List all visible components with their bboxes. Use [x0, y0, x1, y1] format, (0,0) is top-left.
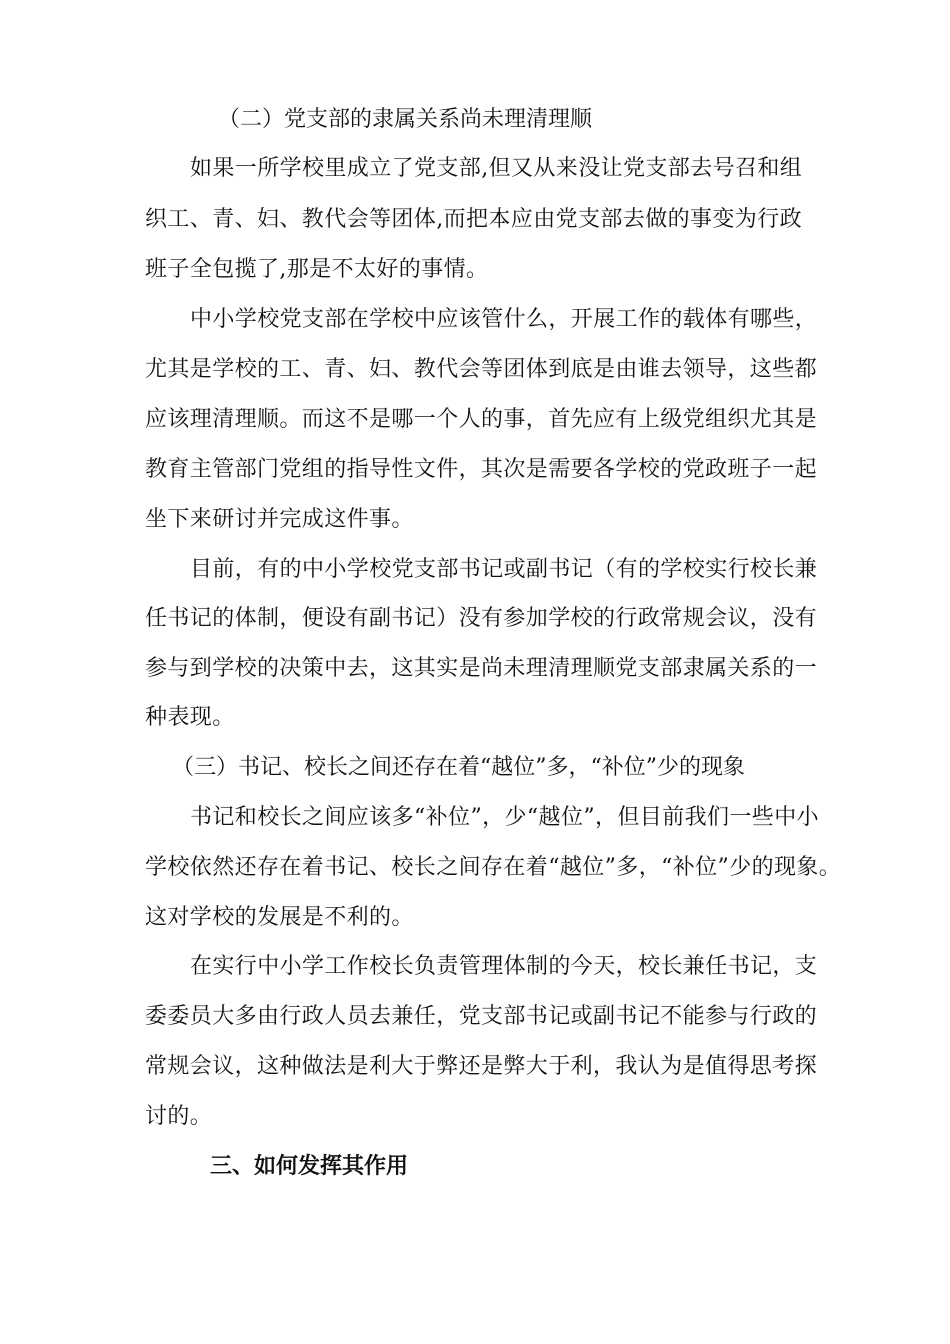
paragraph-line: 委委员大多由行政人员去兼任，党支部书记或副书记不能参与行政的	[145, 1004, 818, 1029]
paragraph-line: 参与到学校的决策中去，这其实是尚未理清理顺党支部隶属关系的一	[145, 656, 818, 681]
paragraph-line: 任书记的体制，便设有副书记）没有参加学校的行政常规会议，没有	[145, 606, 818, 631]
paragraph-line: 织工、青、妇、教代会等团体,而把本应由党支部去做的事变为行政	[145, 207, 802, 232]
paragraph-line: 种表现。	[145, 705, 235, 730]
subheading-three: （三）书记、校长之间还存在着“越位”多，“补位”少的现象	[172, 755, 745, 780]
subheading-two: （二）党支部的隶属关系尚未理清理顺	[218, 107, 593, 132]
paragraph-line: 目前，有的中小学校党支部书记或副书记（有的学校实行校长兼	[190, 557, 818, 582]
paragraph-line: 尤其是学校的工、青、妇、教代会等团体到底是由谁去领导，这些都	[145, 357, 818, 382]
paragraph-line: 学校依然还存在着书记、校长之间存在着“越位”多，“补位”少的现象。	[145, 855, 842, 880]
paragraph-line: 在实行中小学工作校长负责管理体制的今天，校长兼任书记，支	[190, 954, 818, 979]
paragraph-line: 教育主管部门党组的指导性文件，其次是需要各学校的党政班子一起	[145, 457, 818, 482]
paragraph-line: 书记和校长之间应该多“补位”，少“越位”，但目前我们一些中小	[190, 805, 819, 830]
paragraph-line: 如果一所学校里成立了党支部,但又从来没让党支部去号召和组	[190, 156, 803, 181]
paragraph-line: 这对学校的发展是不利的。	[145, 905, 414, 930]
paragraph-line: 讨的。	[145, 1104, 213, 1129]
paragraph-line: 坐下来研讨并完成这件事。	[145, 507, 414, 532]
paragraph-line: 常规会议，这种做法是利大于弊还是弊大于利，我认为是值得思考探	[145, 1054, 818, 1079]
paragraph-line: 应该理清理顺。而这不是哪一个人的事，首先应有上级党组织尤其是	[145, 407, 818, 432]
paragraph-line: 中小学校党支部在学校中应该管什么，开展工作的载体有哪些，	[190, 307, 818, 332]
section-heading-three: 三、如何发挥其作用	[210, 1154, 409, 1179]
paragraph-line: 班子全包揽了,那是不太好的事情。	[145, 257, 489, 282]
